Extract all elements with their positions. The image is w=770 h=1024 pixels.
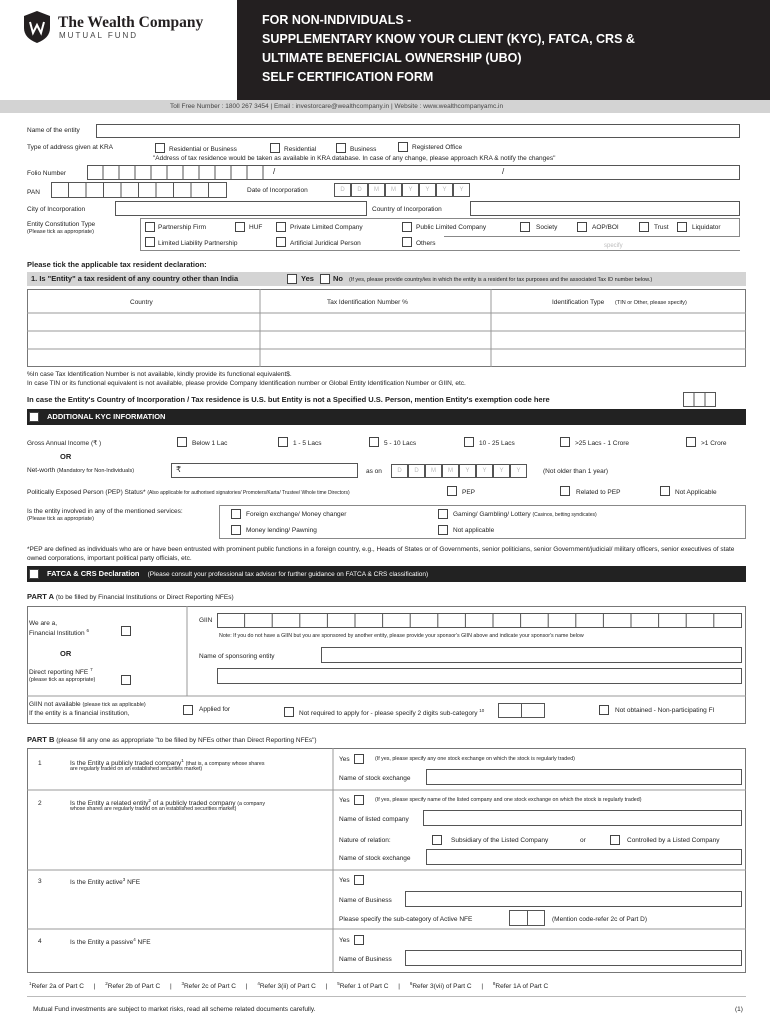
networth-label: [27, 467, 134, 474]
not-required-sup: 10: [479, 708, 485, 713]
not-required-checkbox[interactable]: [284, 707, 294, 717]
tax-yes-label: Yes: [301, 274, 314, 283]
giin-cells[interactable]: [217, 613, 742, 628]
page-number: (1): [735, 1006, 743, 1013]
row1-q-text: Is the Entity a publicly traded company: [70, 760, 182, 768]
doi-y2: Y: [419, 183, 436, 197]
tax-table: [27, 289, 746, 367]
row2-exchange-label: Name of stock exchange: [339, 855, 411, 862]
title-line-2: SUPPLEMENTARY KNOW YOUR CLIENT (KYC), FATCA, CRS &: [262, 32, 635, 46]
col-idtype: Identification Type: [552, 299, 605, 306]
subcategory-input[interactable]: [498, 703, 545, 718]
row1-yes: Yes: [339, 756, 350, 763]
row4-yes: Yes: [339, 937, 350, 944]
row2-q-text: Is the Entity a related entity: [70, 800, 149, 808]
row4-business-label: Name of Business: [339, 956, 392, 963]
income-opt-6: >1 Crore: [701, 440, 727, 447]
row3-yes-checkbox[interactable]: [354, 875, 364, 885]
income-opt-2: 1 - 5 Lacs: [293, 440, 322, 447]
doi-m2: M: [385, 183, 402, 197]
row3-q-text: Is the Entity active: [70, 879, 123, 887]
addr-opt-3: Business: [350, 146, 377, 153]
not-required-text: Not required to apply for - please specify 2 digits sub-category: [299, 710, 478, 718]
const-opt-5: Society: [536, 224, 558, 231]
row2-qsub2: whose shares are regularly traded on an established securities market): [70, 806, 237, 812]
logo-shield-icon: [22, 10, 52, 44]
col-country: Country: [130, 299, 153, 306]
const-cb-2[interactable]: [235, 222, 245, 232]
addr-checkbox-4[interactable]: [398, 142, 408, 152]
drnfe-input[interactable]: [217, 668, 742, 684]
partB-row-3-num: 3: [38, 878, 42, 885]
doi-cells[interactable]: [334, 183, 470, 198]
partB-row-3-q: [70, 878, 140, 886]
svc-opt-3: Money lending/ Pawning: [246, 527, 317, 534]
partA-title: [27, 593, 234, 601]
partB-row-2-num: 2: [38, 800, 42, 807]
income-cb-1[interactable]: [177, 437, 187, 447]
ref-3: Refer 2c of Part C: [183, 983, 237, 991]
constitution-label: Entity Constitution Type: [27, 221, 96, 228]
giin-label: GIIN: [199, 617, 213, 624]
svc-opt-4: Not applicable: [453, 527, 495, 534]
fi-sup: 6: [86, 628, 89, 633]
doi-y1: Y: [402, 183, 419, 197]
networth-sub: (Mandatory for Non-Individuals): [57, 468, 135, 474]
nw-y4: Y: [510, 464, 527, 478]
exemption-code-cells[interactable]: [683, 392, 716, 407]
row4-q-text: Is the Entity a passive: [70, 939, 134, 947]
const-opt-4: Public Limited Company: [416, 224, 487, 231]
nw-y1: Y: [459, 464, 476, 478]
row2-rel-cb-1[interactable]: [432, 835, 442, 845]
pep-cb-3[interactable]: [660, 486, 670, 496]
const-opt-8: Liquidator: [692, 224, 721, 231]
drnfe-checkbox[interactable]: [121, 675, 131, 685]
row2-q-tail: of a publicly traded company: [150, 800, 236, 808]
ref-sep-2: |: [169, 983, 172, 991]
ref-7: Refer 1A of Part C: [495, 983, 549, 991]
const-opt-1: Partnership Firm: [158, 224, 207, 231]
title-line-3: ULTIMATE BENEFICIAL OWNERSHIP (UBO): [262, 51, 522, 65]
header-title-block: [237, 0, 770, 100]
pep-label-text: Politically Exposed Person (PEP) Status*: [27, 489, 146, 496]
row1-yes-note: (If yes, please specify any one stock exchange on which the stock is regularly traded): [375, 756, 575, 762]
applied-checkbox[interactable]: [183, 705, 193, 715]
partB-row-4-q: [70, 938, 151, 946]
income-or: OR: [60, 452, 72, 461]
row4-yes-checkbox[interactable]: [354, 935, 364, 945]
folio-slash-2: /: [502, 167, 505, 176]
const-opt-7: Trust: [654, 224, 669, 231]
pep-cb-1[interactable]: [447, 486, 457, 496]
tax-no-label: No: [333, 274, 343, 283]
kyc-section-bar: [27, 409, 746, 425]
folio-label: Folio Number: [27, 170, 67, 177]
drnfe-sup: 7: [90, 667, 93, 672]
row2-relation-label: Nature of relation:: [339, 837, 391, 844]
exemption-text: In case the Entity's Country of Incorporation / Tax residence is U.S. but Entity is not a Specified U.S. Person, mention Entity's exemption code here: [27, 395, 550, 404]
folio-cells[interactable]: [87, 165, 740, 180]
svc-opt-1: Foreign exchange/ Money changer: [246, 511, 347, 518]
drnfe-label-text: Direct reporting NFE: [29, 669, 89, 677]
svc-opt-2-text: Gaming/ Gambling/ Lottery: [453, 511, 531, 518]
partB-row-1-num: 1: [38, 760, 42, 767]
footer-refs: [29, 982, 548, 990]
const-cb-7[interactable]: [639, 222, 649, 232]
kyc-section-checkbox[interactable]: [29, 412, 39, 422]
svc-opt-2: [453, 511, 597, 519]
ref-4-sup: 4: [257, 981, 260, 986]
ref-sep-6: |: [481, 983, 484, 991]
row2-rel-or: or: [580, 837, 586, 844]
ref-6-sup: 6: [409, 981, 413, 986]
ref-2: Refer 2b of Part C: [107, 983, 161, 991]
fatca-section-checkbox[interactable]: [29, 569, 39, 579]
addr-opt-4: Registered Office: [412, 144, 463, 151]
nw-d2: D: [408, 464, 425, 478]
gaming-sub: (Casinos, betting syndicates): [532, 512, 597, 518]
row2-rel-opt-2: Controlled by a Listed Company: [627, 837, 720, 844]
income-cb-6[interactable]: [686, 437, 696, 447]
ref-sep-3: |: [245, 983, 248, 991]
tax-note-2: In case TIN or its functional equivalent is not available, please provide Company Identification number or Global Entity Identification Number or GIIN, etc.: [27, 380, 466, 387]
nw-y2: Y: [476, 464, 493, 478]
ref-4: Refer 3(ii) of Part C: [259, 983, 316, 991]
title-line-4: SELF CERTIFICATION FORM: [262, 70, 434, 84]
const-cb-4[interactable]: [402, 222, 412, 232]
addr-opt-2: Residential: [284, 146, 317, 153]
brand-name: The Wealth Company: [58, 14, 204, 31]
pep-opt-2: Related to PEP: [576, 489, 621, 496]
ref-3-sup: 3: [181, 981, 184, 986]
tax-heading: Please tick the applicable tax resident declaration:: [27, 260, 207, 269]
fi-label-2-text: Financial Institution: [29, 630, 85, 638]
partB-row-4-num: 4: [38, 938, 42, 945]
const-cb-3[interactable]: [276, 222, 286, 232]
doi-label: Date of Incorporation: [247, 187, 308, 194]
fi-label-1: We are a,: [29, 620, 58, 627]
partA-sub: (to be filled by Financial Institutions or Direct Reporting NFEs): [55, 594, 234, 601]
row3-subcat-label: Please specify the sub-category of Active NFE: [339, 916, 473, 923]
addr-checkbox-2[interactable]: [270, 143, 280, 153]
contact-text: Toll Free Number : 1800 267 3454 | Email : investorcare@wealthcompany.in | Website : www.wealthcompanyamc.in: [170, 103, 504, 110]
city-input[interactable]: [115, 201, 367, 216]
partA-label: PART A: [27, 592, 55, 601]
ref-7-sup: 8: [492, 981, 496, 986]
addr-note: "Address of tax residence would be taken as available in KRA database. In case of any change, please approach KRA & notify the changes": [153, 155, 556, 162]
nw-m1: M: [425, 464, 442, 478]
entity-name-input[interactable]: [96, 124, 740, 138]
tax-yes-checkbox[interactable]: [287, 274, 297, 284]
ref-1-sup: 1: [29, 981, 32, 986]
ref-sep-4: |: [325, 983, 328, 991]
constitution-sub: (Please tick as appropriate): [27, 229, 94, 235]
svc-cb-4[interactable]: [438, 525, 448, 535]
income-cb-5[interactable]: [560, 437, 570, 447]
disclaimer: Mutual Fund investments are subject to market risks, read all scheme related documents carefully.: [33, 1006, 316, 1013]
row4-business-input[interactable]: [405, 950, 742, 966]
nw-y3: Y: [493, 464, 510, 478]
giin-na-label-2: If the entity is a financial institution,: [29, 710, 130, 717]
sponsor-input[interactable]: [321, 647, 742, 663]
doi-m1: M: [368, 183, 385, 197]
drnfe-label: [29, 668, 93, 676]
services-label: Is the entity involved in any of the mentioned services:: [27, 508, 183, 515]
fatca-section-bar: [27, 566, 746, 582]
drnfe-sub: (please tick as appropriate): [29, 677, 96, 683]
row1-sup: 1: [181, 758, 184, 763]
const-opt-3: Private Limited Company: [290, 224, 363, 231]
col-idtype-sub: (TIN or Other, please specify): [615, 300, 687, 306]
footer-divider: [27, 996, 746, 997]
tax-q1-text: 1. Is "Entity" a tax resident of any country other than India: [31, 274, 239, 283]
row1-qsub2: are regularly traded on an established securities market): [70, 766, 203, 772]
giin-na-text: GIIN not available: [29, 701, 81, 708]
row3-yes: Yes: [339, 877, 350, 884]
ref-2-sup: 2: [105, 981, 108, 986]
networth-input[interactable]: [171, 463, 358, 478]
row1-stock-exchange-input[interactable]: [426, 769, 742, 785]
tax-note-1: %In case Tax Identification Number is not available, kindly provide its functional equivalent$.: [27, 371, 292, 378]
tax-row-2[interactable]: [27, 331, 746, 349]
rupee-icon: ₹: [176, 465, 182, 474]
addr-checkbox-1[interactable]: [155, 143, 165, 153]
income-cb-4[interactable]: [464, 437, 474, 447]
applied-label: Applied for: [199, 706, 231, 713]
giin-na-sub: (please tick as applicable): [82, 702, 146, 708]
doi-d2: D: [351, 183, 368, 197]
tax-row-1[interactable]: [27, 313, 746, 331]
pep-label: [27, 489, 350, 497]
doi-y4: Y: [453, 183, 470, 197]
const-cb-11[interactable]: [402, 237, 412, 247]
folio-slash-1: /: [273, 167, 276, 176]
ref-5-sup: 5: [337, 981, 340, 986]
addr-checkbox-3[interactable]: [336, 143, 346, 153]
const-cb-1[interactable]: [145, 222, 155, 232]
row2-yes-checkbox[interactable]: [354, 795, 364, 805]
giin-note: Note: If you do not have a GIIN but you are sponsored by another entity, please provide your sponsor's GIIN above and indicate your sponsor's name below: [219, 633, 584, 639]
title-line-1: FOR NON-INDIVIDUALS -: [262, 13, 412, 27]
networth-label-text: Net-worth: [27, 467, 56, 474]
const-opt-2: HUF: [249, 224, 263, 231]
row2-listed-company-input[interactable]: [423, 810, 742, 826]
row3-business-input[interactable]: [405, 891, 742, 907]
pep-opt-1: PEP: [462, 489, 476, 496]
row4-sup: 4: [133, 937, 136, 942]
svc-cb-1[interactable]: [231, 509, 241, 519]
const-opt-10: Artificial Juridical Person: [290, 240, 361, 247]
row3-mention: (Mention code-refer 2c of Part D): [552, 916, 648, 923]
const-opt-11: Others: [416, 240, 436, 247]
const-opt-6: AOP/BOI: [592, 224, 619, 231]
row4-q-tail: NFE: [135, 939, 151, 947]
pep-sub: (Also applicable for authorised signatories/ Promoters/Karta/ Trustee/ Whole time Directors): [147, 490, 350, 496]
specify-hint: specify: [604, 243, 623, 249]
brand-sub: MUTUAL FUND: [59, 31, 139, 40]
row1-yes-checkbox[interactable]: [354, 754, 364, 764]
row2-listed-label: Name of listed company: [339, 816, 409, 823]
income-cb-3[interactable]: [369, 437, 379, 447]
pan-label: PAN: [27, 189, 40, 196]
row2-yes: Yes: [339, 797, 350, 804]
doi-d1: D: [334, 183, 351, 197]
not-obtained-checkbox[interactable]: [599, 705, 609, 715]
fi-label-2: [29, 629, 89, 637]
logo: [22, 10, 232, 46]
row3-q-tail: NFE: [125, 879, 141, 887]
row2-rel-opt-1: Subsidiary of the Listed Company: [451, 837, 549, 844]
income-cb-2[interactable]: [278, 437, 288, 447]
pep-opt-3: Not Applicable: [675, 489, 717, 496]
partB-sub: (please fill any one as appropriate "to be filled by NFEs other than Direct Reporting NFEs"): [56, 737, 317, 744]
row2-rel-cb-2[interactable]: [610, 835, 620, 845]
row2-stock-exchange-input[interactable]: [426, 849, 742, 865]
fatca-title-sub: (Please consult your professional tax advisor for further guidance on FATCA & CRS classification): [147, 571, 429, 578]
as-on-label: as on: [366, 468, 382, 475]
tax-row-3[interactable]: [27, 349, 746, 367]
row1-field-label: Name of stock exchange: [339, 775, 411, 782]
partB-title: [27, 736, 317, 744]
row2-qsub: (a company: [237, 801, 265, 808]
pep-cb-2[interactable]: [560, 486, 570, 496]
not-required-label: [299, 709, 484, 717]
row1-qsub: (that is, a company whose shares: [185, 761, 265, 768]
row3-sup: 3: [122, 877, 126, 882]
row3-subcat-input[interactable]: [509, 910, 545, 926]
const-cb-10[interactable]: [276, 237, 286, 247]
addr-opt-1: Residential or Business: [169, 146, 237, 153]
const-cb-9[interactable]: [145, 237, 155, 247]
ref-sep-1: |: [93, 983, 96, 991]
income-label: Gross Annual Income (₹ ): [27, 440, 102, 447]
income-opt-4: 10 - 25 Lacs: [479, 440, 515, 447]
pep-note: *PEP are defined as individuals who are or have been entrusted with prominent public functions in a foreign country, e.g., Heads of States or of Governments, senior politicians, senior Government/judicial/ military officers, senior executives of state owned corporations, important political party officials, etc.: [27, 546, 735, 562]
country-label: Country of Incorporation: [372, 206, 442, 213]
const-cb-8[interactable]: [677, 222, 687, 232]
ref-5: Refer 1 of Part C: [339, 983, 389, 991]
not-obtained-label: Not obtained - Non-participating FI: [615, 707, 715, 714]
giin-na-label: [29, 701, 146, 708]
not-older-label: (Not older than 1 year): [543, 468, 609, 475]
services-sub: (Please tick as appropriate): [27, 516, 94, 522]
income-opt-3: 5 - 10 Lacs: [384, 440, 417, 447]
svc-cb-2[interactable]: [438, 509, 448, 519]
tax-q1-note: (If yes, please provide country/ies in which the entity is a resident for tax purposes and the associated Tax ID number below.): [349, 277, 653, 283]
others-specify-input[interactable]: [444, 236, 740, 250]
contact-bar: [0, 100, 770, 113]
const-cb-6[interactable]: [577, 222, 587, 232]
fatca-title: FATCA & CRS Declaration: [47, 569, 140, 578]
const-opt-9: Limited Liability Partnership: [158, 240, 238, 247]
pan-cells[interactable]: [51, 182, 227, 198]
city-label: City of Incorporation: [27, 206, 86, 213]
row2-yes-note: (If yes, please specify name of the listed company and one stock exchange on which the stock is regularly traded): [375, 797, 642, 803]
tax-no-checkbox[interactable]: [320, 274, 330, 284]
nw-d1: D: [391, 464, 408, 478]
fatca-or: OR: [60, 649, 72, 658]
row2-sup: 2: [148, 798, 151, 803]
kyc-title: ADDITIONAL KYC INFORMATION: [47, 412, 166, 421]
row3-business-label: Name of Business: [339, 897, 392, 904]
fi-checkbox[interactable]: [121, 626, 131, 636]
svc-cb-3[interactable]: [231, 525, 241, 535]
nw-m2: M: [442, 464, 459, 478]
entity-name-label: Name of the entity: [27, 127, 80, 134]
income-opt-5: >25 Lacs - 1 Crore: [575, 440, 630, 447]
income-opt-1: Below 1 Lac: [192, 440, 228, 447]
address-type-label: Type of address given at KRA: [27, 144, 113, 151]
doi-y3: Y: [436, 183, 453, 197]
sponsor-label: Name of sponsoring entity: [199, 653, 275, 660]
col-tin: Tax Identification Number %: [327, 299, 408, 306]
const-cb-5[interactable]: [520, 222, 530, 232]
ref-sep-5: |: [398, 983, 400, 991]
partB-label: PART B: [27, 735, 55, 744]
ref-6: Refer 3(vii) of Part C: [412, 983, 472, 991]
ref-1: Refer 2a of Part C: [31, 983, 84, 991]
networth-date-cells[interactable]: [391, 464, 527, 479]
country-input[interactable]: [470, 201, 740, 216]
